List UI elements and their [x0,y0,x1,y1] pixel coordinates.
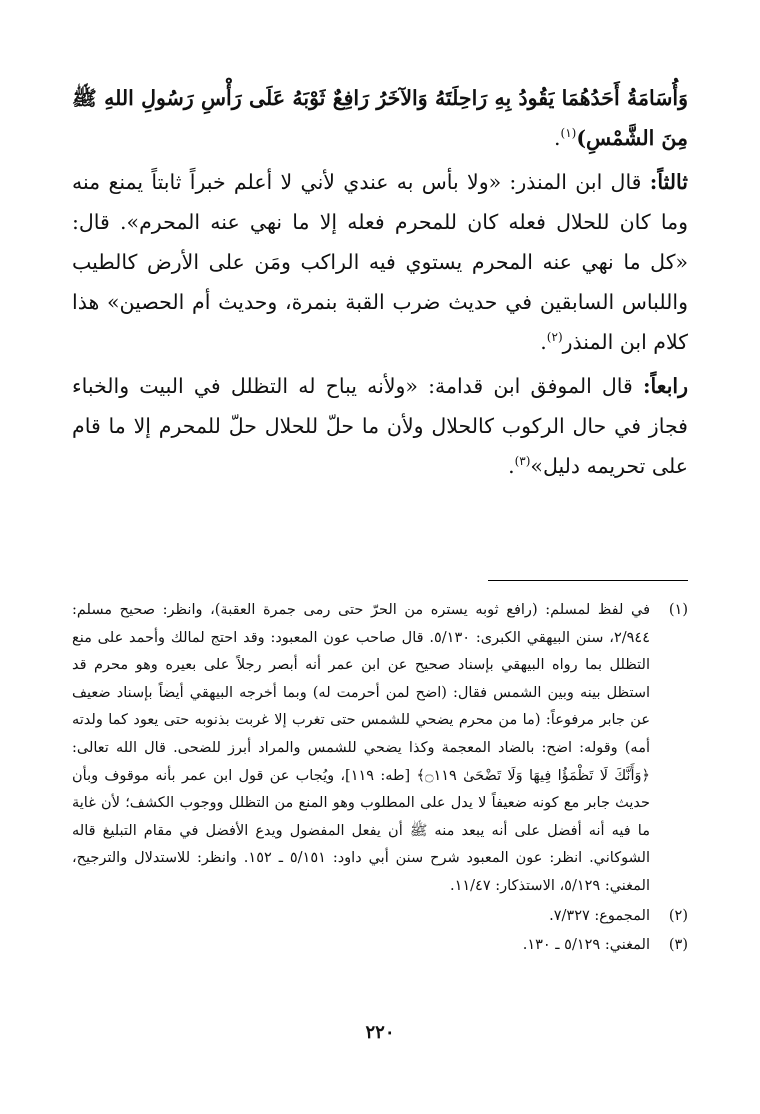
footnote-item [72,932,688,960]
footnotes [72,597,688,962]
footnote-ref-1: (١) [560,126,577,141]
footnote-ref-3: (٣) [514,454,531,469]
page-number: ٢٢٠ [365,1022,395,1043]
footnote-item [72,903,688,931]
fourth-text: قال الموفق ابن قدامة: «ولأنه يباح له التظلل في البيت والخباء فجاز في حال الركوب كالحلال ولأن ما حلّ للحلال حلّ للمحرم إلا ما قام على تحريمه دليل» [72,374,688,478]
footnote-text: المجموع: ٧/٣٢٧. [549,907,650,924]
fourth-end: . [508,454,515,478]
footnote-item [72,597,688,901]
third-text: قال ابن المنذر: «ولا بأس به عندي لأني لا أعلم خبراً ثابتاً يمنع منه وما كان للحلال فعله كان للمحرم فعله إلا ما نهي عنه المحرم». قال: «كل ما نهي عنه المحرم يستوي فيه الراكب ومَن على الأرض كالطيب واللباس السابقين في حديث ضرب القبة بنمرة، وحديث أم الحصين» هذا كلام ابن المنذر [72,170,688,354]
third-label: ثالثاً: [649,170,688,194]
footnote-number: (٣) [668,937,688,954]
fourth-label: رابعاً: [642,374,688,398]
footnote-separator [488,580,688,581]
hadith-text: وَأُسَامَةُ أَحَدُهُمَا يَقُودُ بِهِ رَاحِلَتَهُ وَالآخَرُ رَافِعٌ ثَوْبَهُ عَلَى رَأْسِ رَسُولِ اللهِ ﷺ مِنَ الشَّمْسِ) [72,86,688,150]
paragraph-fourth [72,366,688,486]
footnote-number: (١) [668,602,688,618]
paragraph-third [72,162,688,362]
hadith-quote [72,78,688,158]
footnote-text: المغني: ٥/١٢٩ ـ ١٣٠. [522,937,650,954]
hadith-end: . [554,126,561,150]
main-text [72,78,688,490]
footnote-ref-2: (٢) [546,330,563,345]
footnote-number: (٢) [668,907,688,924]
third-end: . [540,330,547,354]
footnote-text: في لفظ لمسلم: (رافع ثوبه يستره من الحرّ حتى رمى جمرة العقبة)، وانظر: صحيح مسلم: ٢/٩٤٤، سنن البيهقي الكبرى: ٥/١٣٠. قال صاحب عون المعبود: وقد احتج لمالك وأحمد على منع التظلل بما رواه البيهقي بإسناد صحيح عن ابن عمر أنه أبصر رجلاً على بعيره وهو محرم قد استظل بينه وبين الشمس فقال: (اضح لمن أحرمت له) وبما أخرجه البيهقي أيضاً بإسناد ضعيف عن جابر مرفوعاً: (ما من محرم يضحي للشمس حتى تغرب إلا غربت بذنوبه حتى يعود كما ولدته أمه) وقوله: اضح: بالضاد المعجمة وكذا يضحي للشمس والمراد أبرز للضحى. قال الله تعالى: ﴿وَأَنَّكَ لَا تَظْمَؤُا فِيهَا وَلَا تَضْحَىٰ ۝١١٩﴾ [طه: ١١٩]، ويُجاب عن قول ابن عمر بأنه موقوف وبأن حديث جابر مع كونه ضعيفاً لا يدل على المطلوب وهو المنع من التظلل ووجوب الكشف؛ لأن غاية ما فيه أنه أفضل على أنه يبعد منه ﷺ أن يفعل المفضول ويدع الأفضل في مقام التبليغ قاله الشوكاني. انظر: عون المعبود شرح سنن أبي داود: ٥/١٥١ ـ ١٥٢. وانظر: للاستدلال والترجيح، المغني: ٥/١٢٩، الاستذكار: ١١/٤٧. [72,602,650,894]
